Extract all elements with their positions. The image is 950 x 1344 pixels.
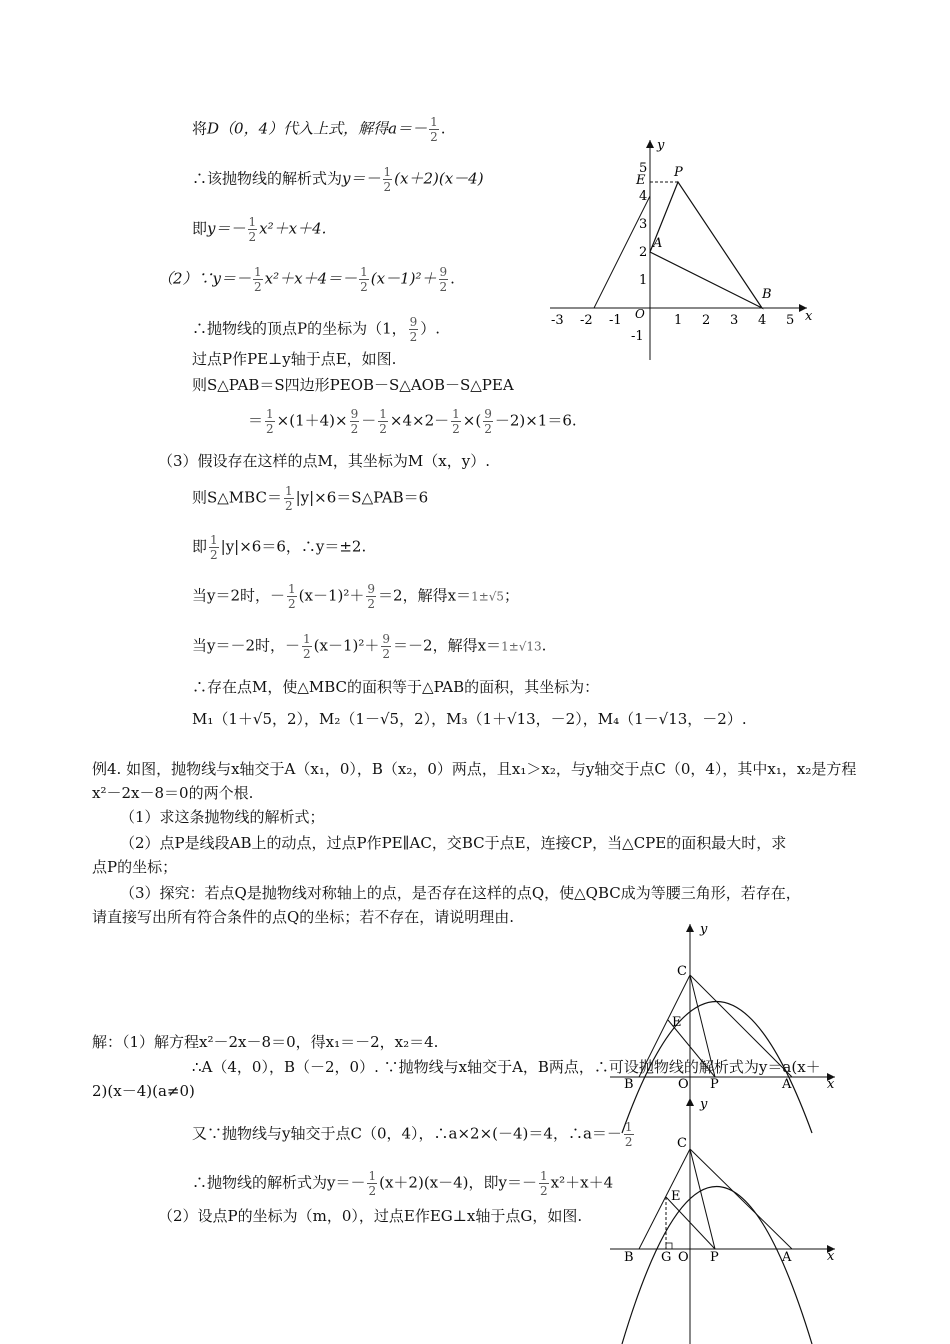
line-area-calc: ＝ $\frac{1}{2}$ ×(1＋4)× $\frac{9}{2}$ － $\frac{1}{2}$ ×4×2－ $\frac{1}{2}$ ×( $\frac{9}{2}$ －2)×1＝6.: [248, 407, 577, 436]
example-4-line2: x²－2x－8＝0的两个根.: [92, 784, 254, 802]
solution-3: 2)(x－4)(a≠0): [92, 1082, 195, 1100]
x-ticks: [551, 313, 794, 328]
line-m-points: M₁（1＋√5，2），M₂（1－√5，2），M₃（1＋√13，－2），M₄（1－√13，－2）.: [192, 710, 747, 728]
line-y-eq-neg2: 当y＝－2时，－ $\frac{1}{2}$ (x－1)²＋ $\frac{9}{2}$ ＝－2，解得x＝1±√13.: [192, 632, 547, 661]
line-y-solve: 即 $\frac{1}{2}$ |y|×6＝6，∴y＝±2.: [192, 533, 367, 562]
solution-6: （2）设点P的坐标为（m，0），过点E作EG⊥x轴于点G，如图.: [158, 1207, 583, 1225]
svg-text:2: 2: [702, 313, 711, 328]
example-4-q3: （3）探究：若点Q是抛物线对称轴上的点，是否存在这样的点Q，使△QBC成为等腰三角形，若存在，: [120, 884, 801, 902]
y-axis-label: y: [700, 922, 708, 937]
svg-text:-3: -3: [551, 313, 564, 328]
graph-parabola-eg: [610, 1094, 860, 1344]
line-y-eq-2: 当y＝2时，－ $\frac{1}{2}$ (x－1)²＋ $\frac{9}{2}$ ＝2，解得x＝1±√5；: [192, 582, 520, 611]
line-analytic: ∴该抛物线的解析式为y＝－ $\frac{1}{2}$ (x＋2)(x－4): [192, 165, 484, 194]
line-expanded: 即y＝－ $\frac{1}{2}$ x²＋x＋4.: [192, 215, 327, 244]
line-substitute: 将D（0，4）代入上式，解得a＝－ $\frac{1}{2}$ .: [192, 115, 446, 144]
svg-text:5: 5: [639, 161, 648, 176]
label-c: C: [677, 1136, 687, 1151]
label-p: P: [710, 1250, 719, 1265]
label-o: O: [678, 1250, 689, 1265]
x-axis-label: x: [827, 1077, 835, 1092]
svg-text:3: 3: [639, 217, 648, 232]
line-pe-perp: 过点P作PE⊥y轴于点E，如图.: [192, 350, 397, 368]
line-vertex: ∴抛物线的顶点P的坐标为（1， $\frac{9}{2}$ ）.: [192, 315, 441, 344]
label-a: A: [782, 1250, 792, 1265]
graph-triangle-pab: [545, 135, 815, 365]
svg-text:3: 3: [730, 313, 739, 328]
point-a-label: A: [653, 236, 663, 251]
line-part2-vertex-form: （2）∵y＝－ $\frac{1}{2}$ x²＋x＋4＝－ $\frac{1}{2}$ (x－1)²＋ $\frac{9}{2}$ .: [158, 265, 455, 294]
solution-1: 解：（1）解方程x²－2x－8＝0，得x₁＝－2，x₂＝4.: [92, 1033, 439, 1051]
point-p-label: P: [674, 165, 683, 180]
origin-label: O: [635, 307, 645, 321]
svg-text:-2: -2: [580, 313, 593, 328]
svg-text:4: 4: [758, 313, 767, 328]
label-c: C: [677, 964, 687, 979]
label-a: A: [782, 1077, 792, 1092]
line-part3-assume: （3）假设存在这样的点M，其坐标为M（x，y）.: [158, 452, 490, 470]
label-b: B: [624, 1250, 634, 1265]
point-e-label: E: [636, 173, 646, 188]
y-axis-label: y: [700, 1097, 708, 1112]
line-area-decomp: 则S△PAB＝S四边形PEOB－S△AOB－S△PEA: [192, 376, 514, 394]
solution-2: ∴A（4，0），B（－2，0）. ∵抛物线与x轴交于A，B两点，∴可设抛物线的解析式为y＝a(x＋: [192, 1058, 821, 1076]
label-o: O: [678, 1077, 689, 1092]
svg-text:-1: -1: [609, 313, 622, 328]
label-e: E: [671, 1189, 681, 1204]
label-e: E: [672, 1015, 682, 1030]
solution-4: 又∵抛物线与y轴交于点C（0，4），∴a×2×(－4)＝4，∴a＝－ $\frac{1}{2}$: [192, 1120, 633, 1149]
line-mbc-area: 则S△MBC＝ $\frac{1}{2}$ |y|×6＝S△PAB＝6: [192, 484, 429, 513]
svg-text:2: 2: [639, 245, 648, 260]
x-axis-label: x: [805, 309, 813, 324]
example-4-q2-cont: 点P的坐标；: [92, 858, 178, 876]
label-b: B: [624, 1077, 634, 1092]
solution-5: ∴抛物线的解析式为y＝－ $\frac{1}{2}$ (x＋2)(x－4)，即y＝－ $\frac{1}{2}$ x²＋x＋4: [192, 1169, 614, 1198]
svg-text:1: 1: [639, 273, 648, 288]
svg-text:-1: -1: [631, 329, 644, 344]
svg-text:1: 1: [674, 313, 683, 328]
label-g: G: [661, 1250, 672, 1265]
example-4-q2: （2）点P是线段AB上的动点，过点P作PE∥AC，交BC于点E，连接CP，当△CPE的面积最大时，求: [120, 834, 787, 852]
x-axis-label: x: [827, 1249, 835, 1264]
y-axis-label: y: [657, 138, 665, 153]
point-b-label: B: [762, 287, 772, 302]
svg-text:4: 4: [639, 189, 648, 204]
line-conclusion: ∴存在点M，使△MBC的面积等于△PAB的面积，其坐标为：: [192, 678, 600, 696]
label-p: P: [710, 1077, 719, 1092]
example-4-q3-cont: 请直接写出所有符合条件的点Q的坐标；若不存在，请说明理由.: [92, 908, 515, 926]
example-4-q1: （1）求这条抛物线的解析式；: [120, 808, 325, 826]
example-4-line1: 例4. 如图，抛物线与x轴交于A（x₁，0），B（x₂，0）两点，且x₁＞x₂，与y轴交于点C（0，4），其中x₁，x₂是方程: [92, 760, 857, 778]
svg-text:5: 5: [786, 313, 795, 328]
